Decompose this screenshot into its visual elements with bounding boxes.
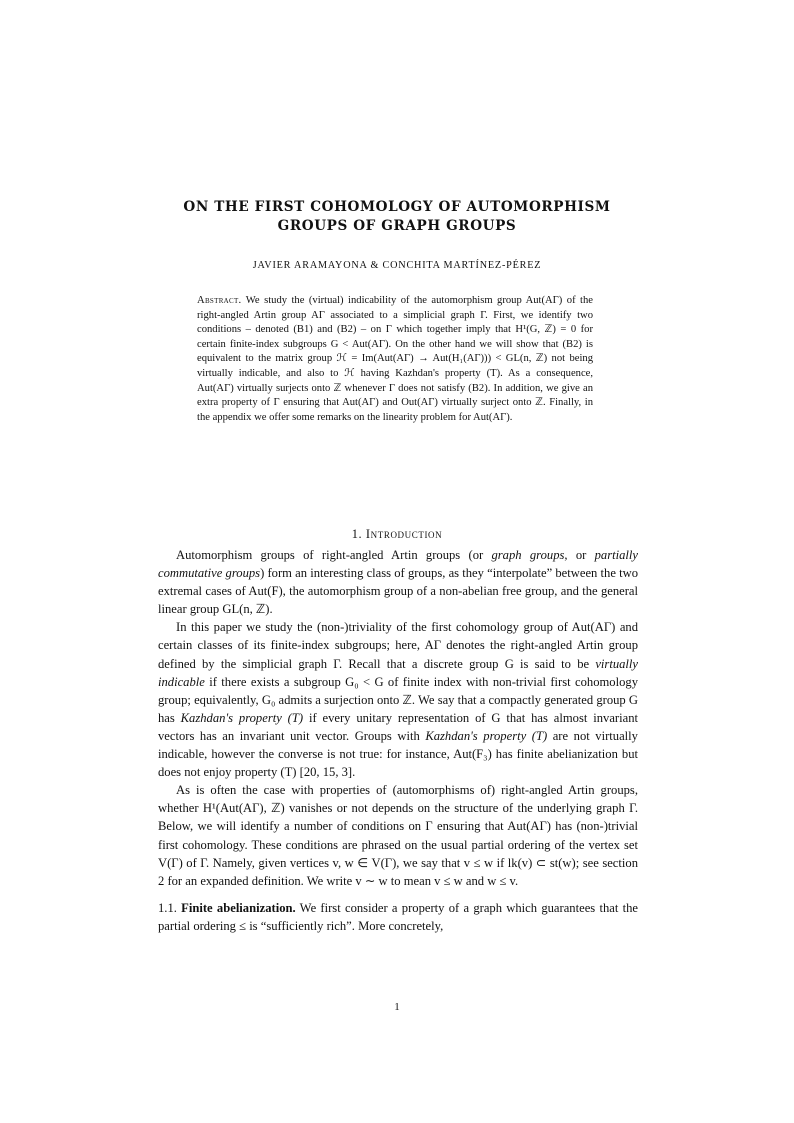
authors: JAVIER ARAMAYONA & CONCHITA MARTÍNEZ-PÉREZ (252, 260, 542, 271)
abstract-label: Abstract. (197, 295, 242, 306)
abstract-text: We study the (virtual) indicability of the automorphism group Aut(AΓ) of the right-angled Artin group AΓ associated to a simplicial graph Γ. First, we identify two conditions – denoted (B1) and (B2) – on Γ which together imply that H¹(G, ℤ) = 0 for certain finite-index subgroups G < Aut(AΓ). On the other hand we will show that (B2) is equivalent to the matrix group ℋ = Im(Aut(AΓ) → Aut(H₁(AΓ))) < GL(n, ℤ) not being virtually indicable, and also to ℋ having Kazhdan's property (T). As a consequence, Aut(AΓ) virtually surjects onto ℤ whenever Γ does not satisfy (B2). In addition, we give an extra property of Γ ensuring that Aut(AΓ) and Out(AΓ) virtually surject onto ℤ. Finally, in the appendix we offer some remarks on the linearity problem for Aut(AΓ). (197, 295, 593, 423)
text: Automorphism groups of right-angled Artin groups (or (176, 548, 492, 562)
emphasis: Kazhdan's property (T) (425, 728, 548, 743)
text: if there exists a subgroup G₀ < G of finite index with non-trivial first cohomology group; equivalently, G₀ admits a surjection onto ℤ. We say that a compactly generated group G has (158, 674, 638, 725)
text: if every unitary representation of G that has almost invariant vectors has an invariant unit vector. Groups with (158, 710, 639, 743)
subsection-1-1 (158, 899, 638, 935)
text: are not virtually indicable, however the converse is not true: for instance, Aut(F₃) has finite abelianization but does not enjoy property (T) [20, 15, 3]. (158, 728, 638, 780)
paragraph-1 (158, 546, 638, 618)
subsection-number: 1.1. (158, 900, 177, 915)
text: In this paper we study the (non-)triviality of the first cohomology group of Aut(AΓ) and certain classes of its finite-index subgroups; here, AΓ denotes the right-angled Artin group defined by the simplicial graph Γ. Recall that a discrete group G is said to be (158, 620, 638, 671)
paragraph-2 (158, 618, 638, 781)
page-number: 1 (394, 1001, 400, 1013)
emphasis: graph groups (491, 548, 565, 562)
emphasis: Kazhdan's property (T) (180, 710, 304, 725)
paper-title (150, 198, 644, 236)
abstract (197, 294, 593, 425)
subsection-title: Finite abelianization. (181, 900, 296, 915)
text: , or (564, 548, 595, 562)
emphasis: partially commutative groups (158, 548, 639, 581)
title-line-1: ON THE FIRST COHOMOLOGY OF AUTOMORPHISM (183, 199, 611, 215)
title-line-2: GROUPS OF GRAPH GROUPS (277, 218, 517, 234)
paragraph-3: As is often the case with properties of (automorphisms of) right-angled Artin groups, whether H¹(Aut(AΓ), ℤ) vanishes or not depends on the structure of the underlying graph Γ. Below, we will identify a number of conditions on Γ ensuring that Aut(AΓ) has (non-)trivial first cohomology. These conditions are phrased on the usual partial ordering of the vertex set V(Γ) of Γ. Namely, given vertices v, w ∈ V(Γ), we say that v ≤ w if lk(v) ⊂ st(w); see section 2 for an expanded definition. We write v ∼ w to mean v ≤ w and w ≤ v. (158, 783, 638, 888)
emphasis: virtually indicable (158, 656, 638, 689)
subsection-text: We first consider a property of a graph which guarantees that the partial ordering ≤ is “sufficiently rich”. More concretely, (158, 900, 638, 933)
text: ) form an interesting class of groups, as they “interpolate” between the two extremal cases of Aut(F), the automorphism group of a non-abelian free group, and the general linear group GL(n, ℤ). (158, 566, 638, 617)
body-text (158, 546, 638, 935)
section-heading-introduction: 1. Introduction (351, 527, 443, 541)
